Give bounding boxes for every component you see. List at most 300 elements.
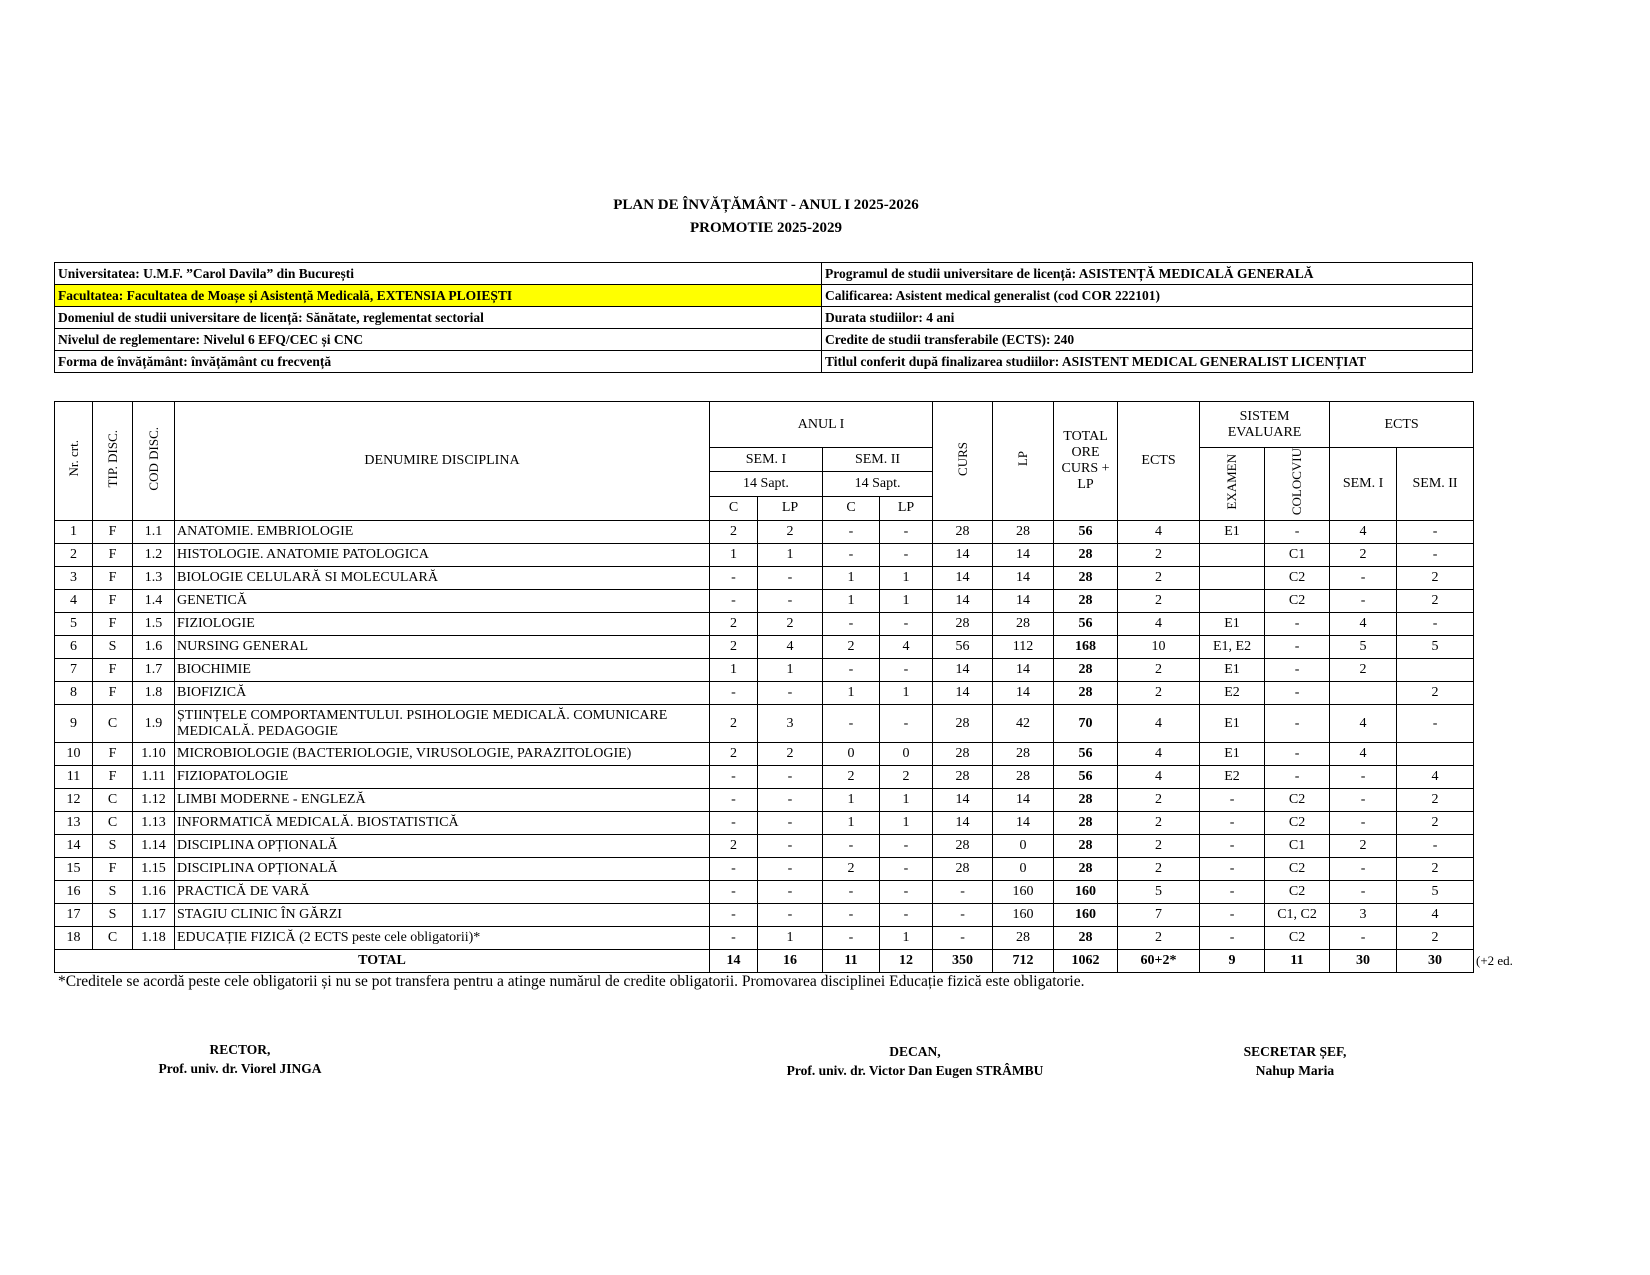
cell-total: 28: [1054, 682, 1118, 705]
cell-ects-sem2: -: [1397, 705, 1474, 743]
cell-name: FIZIOPATOLOGIE: [175, 766, 710, 789]
cell-sem2-lp: -: [880, 705, 933, 743]
total-sem1-lp: 16: [758, 950, 823, 973]
cell-examen: [1200, 590, 1265, 613]
cell-name: FIZIOLOGIE: [175, 613, 710, 636]
cell-cod: 1.4: [133, 590, 175, 613]
cell-lp: 28: [993, 743, 1054, 766]
cell-ects-sem1: -: [1330, 881, 1397, 904]
cell-total: 28: [1054, 659, 1118, 682]
cell-name: INFORMATICĂ MEDICALĂ. BIOSTATISTICĂ: [175, 812, 710, 835]
cell-tip: C: [93, 927, 133, 950]
cell-nr: 10: [55, 743, 93, 766]
cell-sem2-c: -: [823, 881, 880, 904]
info-cell: Programul de studii universitare de licență: ASISTENȚĂ MEDICALĂ GENERALĂ: [822, 263, 1473, 285]
cell-total: 56: [1054, 766, 1118, 789]
cell-ects-sem1: 4: [1330, 613, 1397, 636]
info-row: [55, 285, 1473, 307]
cell-examen: E2: [1200, 766, 1265, 789]
header-weeks2: 14 Sapt.: [823, 472, 933, 496]
cell-nr: 13: [55, 812, 93, 835]
cell-examen: E1: [1200, 743, 1265, 766]
cell-name: ANATOMIE. EMBRIOLOGIE: [175, 521, 710, 544]
header-weeks1: 14 Sapt.: [710, 472, 823, 496]
cell-lp: 112: [993, 636, 1054, 659]
cell-curs: 28: [933, 766, 993, 789]
cell-sem2-c: 2: [823, 858, 880, 881]
cell-tip: S: [93, 636, 133, 659]
signature-role: DECAN,: [889, 1044, 941, 1059]
cell-curs: 14: [933, 590, 993, 613]
total-sem2-lp: 12: [880, 950, 933, 973]
cell-name: EDUCAȚIE FIZICĂ (2 ECTS peste cele obligatorii)*: [175, 927, 710, 950]
total-label: TOTAL: [55, 950, 710, 973]
cell-sem2-lp: -: [880, 904, 933, 927]
table-row: [55, 682, 1474, 705]
cell-colocviu: -: [1265, 521, 1330, 544]
info-row: [55, 329, 1473, 351]
cell-colocviu: -: [1265, 743, 1330, 766]
cell-examen: E1: [1200, 521, 1265, 544]
cell-lp: 14: [993, 567, 1054, 590]
cell-name: BIOCHIMIE: [175, 659, 710, 682]
cell-ects: 2: [1118, 659, 1200, 682]
cell-lp: 14: [993, 659, 1054, 682]
total-lp: 712: [993, 950, 1054, 973]
cell-nr: 7: [55, 659, 93, 682]
total-row: [55, 950, 1474, 973]
cell-sem2-lp: 0: [880, 743, 933, 766]
cell-ects: 10: [1118, 636, 1200, 659]
cell-sem1-c: 2: [710, 613, 758, 636]
info-cell: Credite de studii transferabile (ECTS): 240: [822, 329, 1473, 351]
cell-lp: 14: [993, 682, 1054, 705]
cell-cod: 1.16: [133, 881, 175, 904]
cell-nr: 5: [55, 613, 93, 636]
cell-total: 28: [1054, 835, 1118, 858]
cell-nr: 11: [55, 766, 93, 789]
header-lp2: LP: [880, 496, 933, 520]
cell-sem1-lp: -: [758, 858, 823, 881]
cell-ects-sem1: -: [1330, 927, 1397, 950]
cell-nr: 8: [55, 682, 93, 705]
cell-cod: 1.14: [133, 835, 175, 858]
cell-colocviu: C1, C2: [1265, 904, 1330, 927]
cell-cod: 1.1: [133, 521, 175, 544]
cell-ects-sem2: 2: [1397, 858, 1474, 881]
cell-sem2-c: 1: [823, 567, 880, 590]
info-cell: Titlul conferit după finalizarea studiilor: ASISTENT MEDICAL GENERALIST LICENȚIAT: [822, 351, 1473, 373]
cell-curs: 14: [933, 659, 993, 682]
signature-role: SECRETAR ȘEF,: [1243, 1044, 1347, 1059]
info-cell: Calificarea: Asistent medical generalist (cod COR 222101): [822, 285, 1473, 307]
cell-curs: 28: [933, 613, 993, 636]
header-ects: ECTS: [1118, 402, 1200, 521]
cell-ects: 2: [1118, 590, 1200, 613]
cell-ects-sem1: -: [1330, 789, 1397, 812]
cell-sem1-lp: -: [758, 766, 823, 789]
cell-ects-sem2: -: [1397, 613, 1474, 636]
cell-total: 28: [1054, 544, 1118, 567]
cell-examen: E2: [1200, 682, 1265, 705]
cell-sem1-lp: -: [758, 682, 823, 705]
cell-examen: E1, E2: [1200, 636, 1265, 659]
cell-total: 28: [1054, 789, 1118, 812]
cell-name: DISCIPLINA OPȚIONALĂ: [175, 858, 710, 881]
cell-sem1-c: -: [710, 567, 758, 590]
total-curs: 350: [933, 950, 993, 973]
cell-tip: S: [93, 835, 133, 858]
info-cell: Universitatea: U.M.F. ”Carol Davila” din București: [55, 263, 822, 285]
header-sem1: SEM. I: [710, 448, 823, 472]
cell-examen: -: [1200, 904, 1265, 927]
cell-colocviu: C2: [1265, 858, 1330, 881]
cell-sem1-c: 1: [710, 659, 758, 682]
cell-lp: 14: [993, 789, 1054, 812]
cell-name: GENETICĂ: [175, 590, 710, 613]
signature-role: RECTOR,: [209, 1042, 271, 1057]
total-extra-note: (+2 ed.: [1476, 953, 1513, 968]
signature-decan: [760, 1042, 1070, 1080]
cell-ects-sem1: 2: [1330, 835, 1397, 858]
cell-colocviu: C2: [1265, 590, 1330, 613]
info-row: [55, 263, 1473, 285]
cell-curs: -: [933, 927, 993, 950]
document-title: PLAN DE ÎNVĂȚĂMÂNT - ANUL I 2025-2026: [613, 197, 919, 213]
table-row: [55, 743, 1474, 766]
cell-sem1-lp: 1: [758, 544, 823, 567]
cell-examen: E1: [1200, 705, 1265, 743]
cell-cod: 1.8: [133, 682, 175, 705]
table-row: [55, 927, 1474, 950]
footnote: *Creditele se acordă peste cele obligatorii și nu se pot transfera pentru a atinge numărul de credite obligatorii. Promovarea disciplinei Educație fizică este obligatorie.: [58, 973, 1085, 990]
cell-sem2-lp: 1: [880, 567, 933, 590]
cell-ects-sem2: -: [1397, 544, 1474, 567]
cell-colocviu: C1: [1265, 835, 1330, 858]
cell-sem2-lp: -: [880, 613, 933, 636]
cell-colocviu: C2: [1265, 927, 1330, 950]
cell-sem1-lp: 3: [758, 705, 823, 743]
cell-ects-sem1: -: [1330, 858, 1397, 881]
cell-tip: C: [93, 812, 133, 835]
table-row: [55, 705, 1474, 743]
cell-total: 28: [1054, 590, 1118, 613]
cell-nr: 3: [55, 567, 93, 590]
cell-sem1-lp: 2: [758, 521, 823, 544]
table-row: [55, 812, 1474, 835]
cell-name: HISTOLOGIE. ANATOMIE PATOLOGICA: [175, 544, 710, 567]
cell-nr: 18: [55, 927, 93, 950]
cell-lp: 28: [993, 927, 1054, 950]
cell-ects-sem1: -: [1330, 812, 1397, 835]
header-anul: ANUL I: [710, 402, 933, 448]
cell-tip: F: [93, 613, 133, 636]
cell-ects-sem2: -: [1397, 521, 1474, 544]
cell-sem1-c: 2: [710, 705, 758, 743]
table-row: [55, 659, 1474, 682]
curriculum-table: [54, 401, 1474, 973]
cell-nr: 16: [55, 881, 93, 904]
cell-sem2-c: 2: [823, 766, 880, 789]
cell-sem2-c: -: [823, 613, 880, 636]
total-examen: 9: [1200, 950, 1265, 973]
table-row: [55, 789, 1474, 812]
total-ects: 60+2*: [1118, 950, 1200, 973]
cell-nr: 4: [55, 590, 93, 613]
cell-nr: 14: [55, 835, 93, 858]
info-cell: Nivelul de reglementare: Nivelul 6 EFQ/CEC și CNC: [55, 329, 822, 351]
cell-cod: 1.18: [133, 927, 175, 950]
cell-nr: 17: [55, 904, 93, 927]
cell-total: 56: [1054, 521, 1118, 544]
cell-tip: F: [93, 544, 133, 567]
cell-examen: -: [1200, 927, 1265, 950]
cell-ects-sem1: 4: [1330, 743, 1397, 766]
cell-lp: 0: [993, 835, 1054, 858]
cell-sem1-lp: -: [758, 904, 823, 927]
cell-colocviu: C2: [1265, 789, 1330, 812]
cell-sem2-c: -: [823, 544, 880, 567]
cell-curs: 28: [933, 858, 993, 881]
cell-sem2-lp: -: [880, 544, 933, 567]
cell-sem1-lp: 2: [758, 743, 823, 766]
cell-sem2-lp: 1: [880, 682, 933, 705]
cell-tip: F: [93, 659, 133, 682]
cell-name: PRACTICĂ DE VARĂ: [175, 881, 710, 904]
cell-total: 160: [1054, 904, 1118, 927]
cell-total: 56: [1054, 613, 1118, 636]
cell-curs: 14: [933, 812, 993, 835]
cell-lp: 42: [993, 705, 1054, 743]
cell-ects-sem1: 4: [1330, 705, 1397, 743]
signature-rector: [130, 1040, 350, 1078]
cell-examen: -: [1200, 789, 1265, 812]
cell-ects: 2: [1118, 789, 1200, 812]
table-row: [55, 590, 1474, 613]
cell-cod: 1.12: [133, 789, 175, 812]
cell-ects: 2: [1118, 567, 1200, 590]
cell-sem1-c: -: [710, 881, 758, 904]
cell-ects-sem2: [1397, 659, 1474, 682]
cell-name: BIOLOGIE CELULARĂ SI MOLECULARĂ: [175, 567, 710, 590]
cell-examen: -: [1200, 858, 1265, 881]
info-row: [55, 351, 1473, 373]
cell-total: 28: [1054, 567, 1118, 590]
cell-sem1-lp: 4: [758, 636, 823, 659]
cell-colocviu: -: [1265, 613, 1330, 636]
cell-sem1-c: 1: [710, 544, 758, 567]
cell-nr: 9: [55, 705, 93, 743]
cell-sem2-c: 0: [823, 743, 880, 766]
cell-ects: 4: [1118, 705, 1200, 743]
cell-ects-sem2: -: [1397, 835, 1474, 858]
header-curs: CURS: [933, 402, 993, 521]
cell-curs: 14: [933, 682, 993, 705]
document-subtitle: PROMOTIE 2025-2029: [689, 220, 843, 236]
cell-examen: E1: [1200, 659, 1265, 682]
header-c2: C: [823, 496, 880, 520]
cell-cod: 1.7: [133, 659, 175, 682]
cell-colocviu: C2: [1265, 567, 1330, 590]
cell-ects: 4: [1118, 766, 1200, 789]
cell-ects: 2: [1118, 682, 1200, 705]
signature-name: Prof. univ. dr. Viorel JINGA: [158, 1061, 322, 1076]
cell-sem1-c: -: [710, 904, 758, 927]
cell-tip: S: [93, 904, 133, 927]
info-table: [54, 262, 1473, 373]
total-total: 1062: [1054, 950, 1118, 973]
cell-sem2-lp: -: [880, 858, 933, 881]
header-ects-sem: ECTS: [1330, 402, 1474, 448]
cell-sem1-lp: -: [758, 881, 823, 904]
cell-ects-sem1: 3: [1330, 904, 1397, 927]
cell-sem1-c: 2: [710, 835, 758, 858]
cell-tip: F: [93, 590, 133, 613]
cell-colocviu: -: [1265, 682, 1330, 705]
header-name: DENUMIRE DISCIPLINA: [175, 402, 710, 521]
cell-cod: 1.11: [133, 766, 175, 789]
cell-ects-sem1: -: [1330, 567, 1397, 590]
cell-name: STAGIU CLINIC ÎN GĂRZI: [175, 904, 710, 927]
cell-ects: 5: [1118, 881, 1200, 904]
cell-curs: 28: [933, 705, 993, 743]
cell-tip: F: [93, 766, 133, 789]
header-total: TOTAL ORE CURS + LP: [1054, 402, 1118, 521]
cell-ects: 2: [1118, 544, 1200, 567]
cell-sem2-lp: 2: [880, 766, 933, 789]
cell-ects: 2: [1118, 927, 1200, 950]
cell-ects-sem1: 2: [1330, 659, 1397, 682]
cell-examen: [1200, 544, 1265, 567]
cell-ects-sem1: [1330, 682, 1397, 705]
table-row: [55, 567, 1474, 590]
header-sistem: SISTEM EVALUARE: [1200, 402, 1330, 448]
info-cell: Forma de învățământ: învățământ cu frecvență: [55, 351, 822, 373]
cell-sem2-c: -: [823, 927, 880, 950]
cell-total: 28: [1054, 858, 1118, 881]
cell-sem2-lp: 1: [880, 590, 933, 613]
cell-examen: E1: [1200, 613, 1265, 636]
header-sem2: SEM. II: [823, 448, 933, 472]
cell-sem1-c: -: [710, 682, 758, 705]
cell-sem2-c: 1: [823, 812, 880, 835]
cell-examen: -: [1200, 835, 1265, 858]
header-tip: TIP. DISC.: [93, 402, 133, 521]
cell-colocviu: -: [1265, 705, 1330, 743]
cell-curs: 14: [933, 544, 993, 567]
header-ects-sem1: SEM. I: [1330, 448, 1397, 521]
header-lp: LP: [993, 402, 1054, 521]
cell-name: MICROBIOLOGIE (BACTERIOLOGIE, VIRUSOLOGIE, PARAZITOLOGIE): [175, 743, 710, 766]
signature-name: Prof. univ. dr. Victor Dan Eugen STRÂMBU: [786, 1063, 1044, 1078]
cell-sem1-c: -: [710, 590, 758, 613]
cell-sem1-c: -: [710, 927, 758, 950]
table-row: [55, 636, 1474, 659]
info-cell: Domeniul de studii universitare de licență: Sănătate, reglementat sectorial: [55, 307, 822, 329]
cell-cod: 1.13: [133, 812, 175, 835]
cell-ects-sem2: 2: [1397, 789, 1474, 812]
cell-sem2-lp: -: [880, 521, 933, 544]
cell-name: DISCIPLINA OPȚIONALĂ: [175, 835, 710, 858]
cell-sem2-c: 1: [823, 590, 880, 613]
cell-nr: 6: [55, 636, 93, 659]
cell-ects-sem2: 2: [1397, 812, 1474, 835]
cell-sem1-c: -: [710, 789, 758, 812]
cell-sem2-c: -: [823, 521, 880, 544]
cell-tip: S: [93, 881, 133, 904]
cell-curs: 14: [933, 567, 993, 590]
header-colocviu: COLOCVIU: [1265, 448, 1330, 521]
cell-ects-sem2: [1397, 743, 1474, 766]
cell-sem1-c: 2: [710, 743, 758, 766]
cell-ects: 2: [1118, 835, 1200, 858]
cell-sem2-c: -: [823, 705, 880, 743]
cell-examen: [1200, 567, 1265, 590]
cell-name: NURSING GENERAL: [175, 636, 710, 659]
cell-sem2-lp: -: [880, 835, 933, 858]
cell-examen: -: [1200, 812, 1265, 835]
cell-sem2-c: -: [823, 659, 880, 682]
header-c1: C: [710, 496, 758, 520]
cell-curs: 28: [933, 743, 993, 766]
cell-ects-sem2: 4: [1397, 766, 1474, 789]
header-examen: EXAMEN: [1200, 448, 1265, 521]
cell-tip: F: [93, 743, 133, 766]
cell-ects-sem2: 5: [1397, 881, 1474, 904]
cell-sem2-lp: -: [880, 881, 933, 904]
table-row: [55, 521, 1474, 544]
cell-ects-sem1: -: [1330, 766, 1397, 789]
cell-ects-sem2: 4: [1397, 904, 1474, 927]
cell-curs: -: [933, 904, 993, 927]
header-lp1: LP: [758, 496, 823, 520]
cell-colocviu: C1: [1265, 544, 1330, 567]
cell-cod: 1.2: [133, 544, 175, 567]
cell-nr: 15: [55, 858, 93, 881]
cell-ects: 7: [1118, 904, 1200, 927]
table-row: [55, 613, 1474, 636]
cell-name: ȘTIINȚELE COMPORTAMENTULUI. PSIHOLOGIE MEDICALĂ. COMUNICARE MEDICALĂ. PEDAGOGIE: [175, 705, 710, 743]
cell-total: 70: [1054, 705, 1118, 743]
cell-cod: 1.3: [133, 567, 175, 590]
cell-lp: 28: [993, 766, 1054, 789]
cell-sem1-c: -: [710, 766, 758, 789]
cell-curs: 56: [933, 636, 993, 659]
cell-sem2-c: 1: [823, 789, 880, 812]
cell-lp: 0: [993, 858, 1054, 881]
cell-sem1-lp: -: [758, 812, 823, 835]
cell-sem1-c: 2: [710, 521, 758, 544]
total-sem1-c: 14: [710, 950, 758, 973]
header-nr: Nr. crt.: [55, 402, 93, 521]
cell-sem1-lp: 2: [758, 613, 823, 636]
cell-nr: 2: [55, 544, 93, 567]
cell-sem2-lp: 1: [880, 927, 933, 950]
cell-cod: 1.5: [133, 613, 175, 636]
cell-sem2-c: 2: [823, 636, 880, 659]
cell-sem1-c: -: [710, 858, 758, 881]
cell-ects-sem2: 5: [1397, 636, 1474, 659]
header-cod: COD DISC.: [133, 402, 175, 521]
cell-curs: 28: [933, 521, 993, 544]
total-sem2-c: 11: [823, 950, 880, 973]
signature-name: Nahup Maria: [1255, 1063, 1335, 1078]
cell-colocviu: C2: [1265, 812, 1330, 835]
cell-total: 168: [1054, 636, 1118, 659]
cell-sem2-lp: 1: [880, 789, 933, 812]
cell-ects: 2: [1118, 858, 1200, 881]
info-row: [55, 307, 1473, 329]
